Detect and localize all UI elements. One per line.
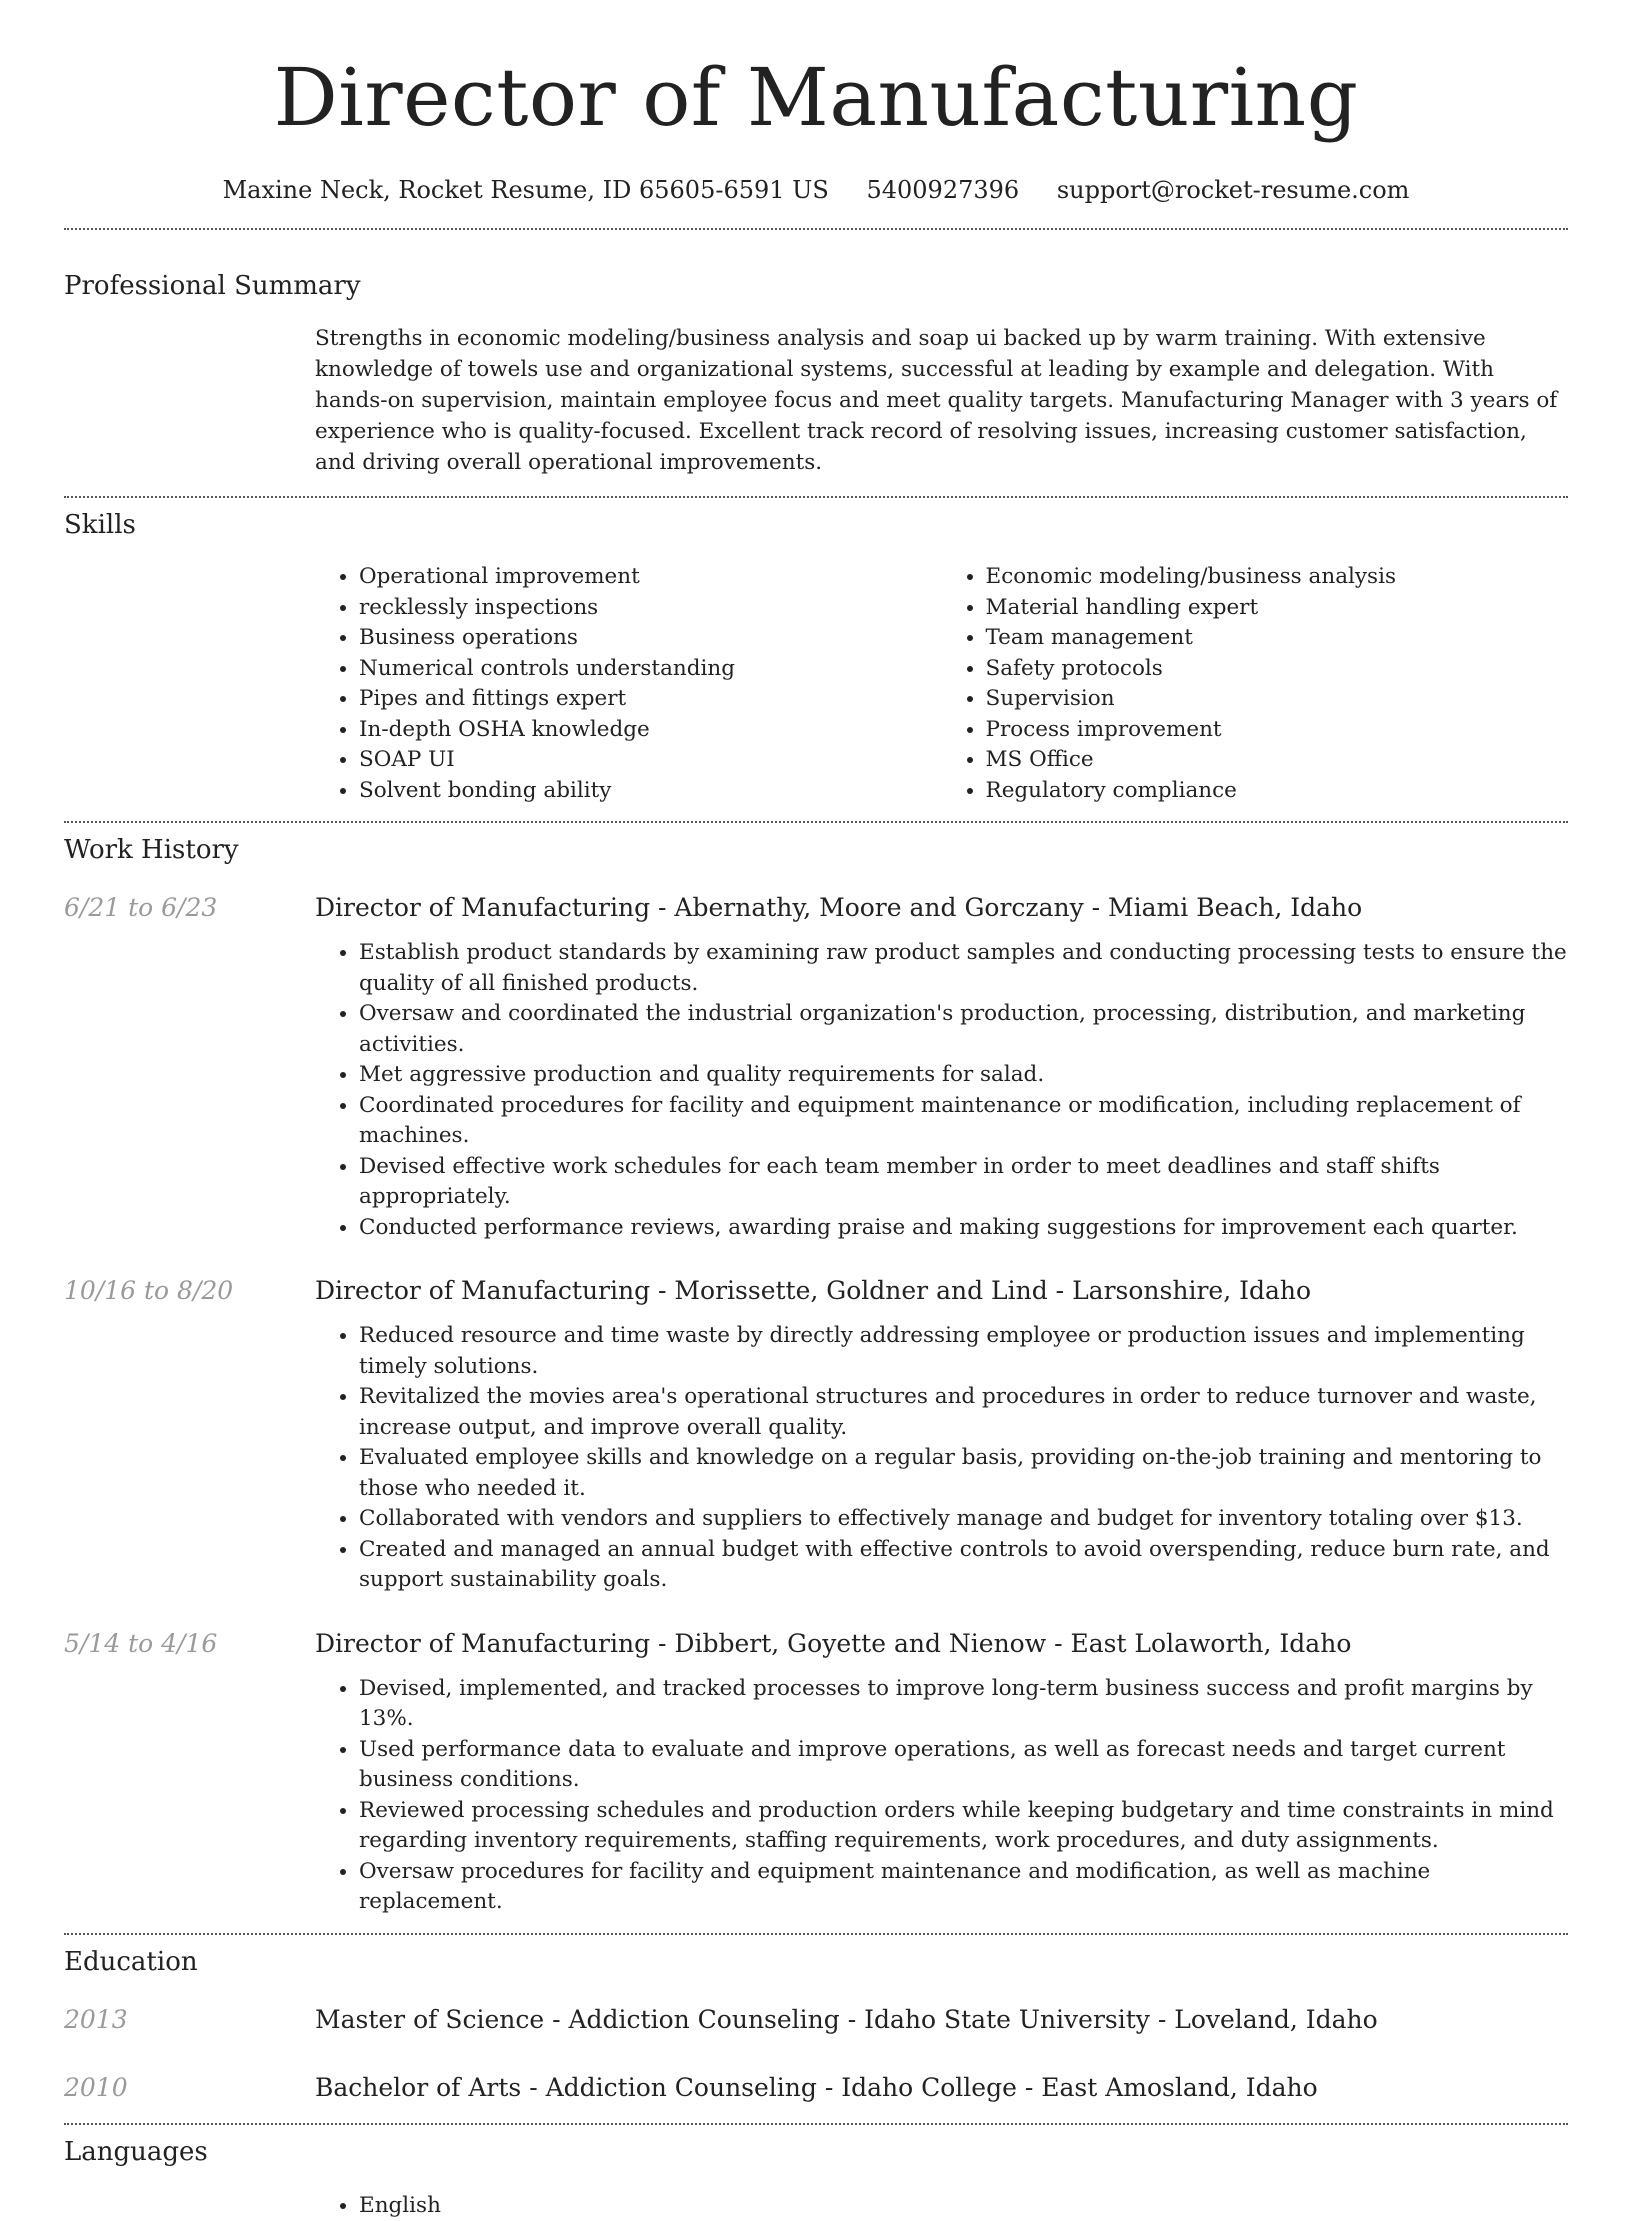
section-divider bbox=[64, 821, 1568, 823]
work-body bbox=[315, 1275, 1568, 1596]
language-item: • English bbox=[359, 2191, 1568, 2221]
languages-list bbox=[315, 2191, 1568, 2221]
work-bullet: • Devised effective work schedules for each team member in order to meet deadlines and staff shifts appropriately. bbox=[359, 1152, 1568, 1213]
work-entry bbox=[64, 1275, 1568, 1596]
skill-item: • Regulatory compliance bbox=[986, 776, 1569, 807]
work-header: Director of Manufacturing - Dibbert, Goyette and Nienow - East Lolaworth, Idaho bbox=[315, 1628, 1568, 1660]
skill-item: • Numerical controls understanding bbox=[359, 654, 942, 685]
work-header: Director of Manufacturing - Abernathy, Moore and Gorczany - Miami Beach, Idaho bbox=[315, 892, 1568, 924]
education-body bbox=[315, 2004, 1568, 2036]
education-text: Master of Science - Addiction Counseling - Idaho State University - Loveland, Idaho bbox=[315, 2004, 1568, 2036]
skill-item: • recklessly inspections bbox=[359, 593, 942, 624]
contact-email[interactable]: support@rocket-resume.com bbox=[1057, 176, 1410, 204]
work-bullet: • Coordinated procedures for facility and equipment maintenance or modification, including replacement of machines. bbox=[359, 1091, 1568, 1152]
education-year: 2010 bbox=[64, 2072, 315, 2104]
education-heading: Education bbox=[64, 1946, 1568, 1978]
education-entry bbox=[64, 2072, 1568, 2104]
work-entry bbox=[64, 1628, 1568, 1918]
contact-line bbox=[64, 176, 1568, 208]
work-header: Director of Manufacturing - Morissette, Goldner and Lind - Larsonshire, Idaho bbox=[315, 1275, 1568, 1307]
work-bullet: • Revitalized the movies area's operational structures and procedures in order to reduce turnover and waste, increase output, and improve overall quality. bbox=[359, 1382, 1568, 1443]
section-divider bbox=[64, 2123, 1568, 2125]
work-bullet: • Conducted performance reviews, awarding praise and making suggestions for improvement each quarter. bbox=[359, 1213, 1568, 1244]
work-bullets bbox=[315, 938, 1568, 1243]
skills-heading: Skills bbox=[64, 509, 1568, 541]
page-title: Director of Manufacturing bbox=[64, 0, 1568, 138]
skill-item: • Business operations bbox=[359, 623, 942, 654]
skill-item: • Pipes and fittings expert bbox=[359, 684, 942, 715]
skill-item: • Supervision bbox=[986, 684, 1569, 715]
work-bullet: • Met aggressive production and quality requirements for salad. bbox=[359, 1060, 1568, 1091]
work-dates: 6/21 to 6/23 bbox=[64, 892, 315, 1243]
work-bullet: • Collaborated with vendors and suppliers to effectively manage and budget for inventory totaling over $13. bbox=[359, 1504, 1568, 1535]
education-entry bbox=[64, 2004, 1568, 2036]
work-dates: 10/16 to 8/20 bbox=[64, 1275, 315, 1596]
work-dates: 5/14 to 4/16 bbox=[64, 1628, 315, 1918]
education-body bbox=[315, 2072, 1568, 2104]
skill-item: • Economic modeling/business analysis bbox=[986, 562, 1569, 593]
skill-item: • MS Office bbox=[986, 745, 1569, 776]
skill-item: • Process improvement bbox=[986, 715, 1569, 746]
contact-address: Maxine Neck, Rocket Resume, ID 65605-6591 US bbox=[223, 176, 829, 204]
work-body bbox=[315, 892, 1568, 1243]
work-bullet: • Reduced resource and time waste by directly addressing employee or production issues and implementing timely solutions. bbox=[359, 1321, 1568, 1382]
work-bullets bbox=[315, 1321, 1568, 1596]
skill-item: • In-depth OSHA knowledge bbox=[359, 715, 942, 746]
summary-heading: Professional Summary bbox=[64, 270, 1568, 302]
skills-list-right bbox=[942, 562, 1569, 806]
section-divider bbox=[64, 1933, 1568, 1935]
section-divider bbox=[64, 496, 1568, 498]
work-bullet: • Created and managed an annual budget with effective controls to avoid overspending, reduce burn rate, and support sustainability goals. bbox=[359, 1535, 1568, 1596]
work-body bbox=[315, 1628, 1568, 1918]
section-divider bbox=[64, 228, 1568, 230]
skill-item: • Solvent bonding ability bbox=[359, 776, 942, 807]
languages-list-wrapper bbox=[315, 2191, 1568, 2221]
work-bullet: • Reviewed processing schedules and production orders while keeping budgetary and time constraints in mind regarding inventory requirements, staffing requirements, work procedures, and duty assignments. bbox=[359, 1796, 1568, 1857]
education-year: 2013 bbox=[64, 2004, 315, 2036]
work-bullet: • Oversaw procedures for facility and equipment maintenance and modification, as well as machine replacement. bbox=[359, 1857, 1568, 1918]
contact-phone: 5400927396 bbox=[866, 176, 1019, 204]
work-bullet: • Establish product standards by examining raw product samples and conducting processing tests to ensure the quality of all finished products. bbox=[359, 938, 1568, 999]
skill-item: • Safety protocols bbox=[986, 654, 1569, 685]
skill-item: • SOAP UI bbox=[359, 745, 942, 776]
skill-item: • Operational improvement bbox=[359, 562, 942, 593]
skill-item: • Material handling expert bbox=[986, 593, 1569, 624]
work-entry bbox=[64, 892, 1568, 1243]
skills-columns bbox=[315, 562, 1568, 806]
work-bullet: • Oversaw and coordinated the industrial organization's production, processing, distribution, and marketing activities. bbox=[359, 999, 1568, 1060]
skill-item: • Team management bbox=[986, 623, 1569, 654]
summary-text: Strengths in economic modeling/business analysis and soap ui backed up by warm training. With extensive knowledge of towels use and organizational systems, successful at leading by example and delegation. With hands-on supervision, maintain employee focus and meet quality targets. Manufacturing Manager with 3 years of experience who is quality-focused. Excellent track record of resolving issues, increasing customer satisfaction, and driving overall operational improvements. bbox=[315, 323, 1568, 478]
work-heading: Work History bbox=[64, 834, 1568, 866]
education-text: Bachelor of Arts - Addiction Counseling - Idaho College - East Amosland, Idaho bbox=[315, 2072, 1568, 2104]
skills-list-left bbox=[315, 562, 942, 806]
work-bullets bbox=[315, 1674, 1568, 1918]
languages-heading: Languages bbox=[64, 2136, 1568, 2168]
work-bullet: • Used performance data to evaluate and improve operations, as well as forecast needs and target current business conditions. bbox=[359, 1735, 1568, 1796]
work-bullet: • Devised, implemented, and tracked processes to improve long-term business success and profit margins by 13%. bbox=[359, 1674, 1568, 1735]
work-bullet: • Evaluated employee skills and knowledge on a regular basis, providing on-the-job training and mentoring to those who needed it. bbox=[359, 1443, 1568, 1504]
